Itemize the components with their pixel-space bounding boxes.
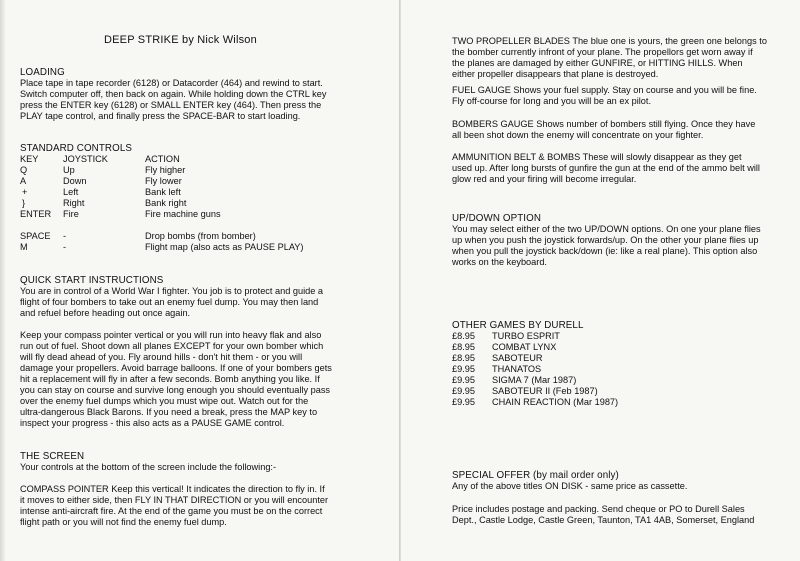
updown-line: when you pull the joystick back/down (ie: like a real plane). This option also [452,246,758,256]
ammo-line: glow red and your firing will become irregular. [452,174,637,184]
propeller-line: either propeller disappears that plane is destroyed. [452,69,659,79]
column-header-joystick: JOYSTICK [63,154,108,164]
quickstart-line: damage your propellers. Avoid barrage balloons. If one of your bombers gets [20,363,332,373]
right-page [400,0,800,561]
quickstart-line: run out of fuel. Shoot down all planes EXCEPT for your own bomber which [20,341,324,351]
control-key: M [20,242,28,252]
document-title: DEEP STRIKE by Nick Wilson [104,34,257,46]
loading-line: PLAY tape control, and finally press the SPACE-BAR to start loading. [20,111,301,121]
quickstart-line: inspect your progress - this also acts as a PAUSE GAME control. [20,418,285,428]
bombers-gauge-line: BOMBERS GAUGE Shows number of bombers still flying. Once they have [452,119,756,129]
control-key: } [22,198,26,208]
quickstart-line: and refuel before heading out once again. [20,308,191,318]
propeller-line: TWO PROPELLER BLADES The blue one is yours, the green one belongs to [452,36,767,46]
price-info-line: Price includes postage and packing. Send cheque or PO to Durell Sales [452,504,745,514]
loading-heading: LOADING [20,67,65,78]
quickstart-line: You are in control of a World War I fighter. You job is to protect and guide a [20,286,324,296]
game-price: £9.95 [452,364,475,374]
price-info-line: Dept., Castle Lodge, Castle Green, Taunton, TA1 4AB, Somerset, England [452,515,755,525]
loading-line: Switch computer off, then back on again. While holding down the CTRL key [20,89,327,99]
control-joystick: Down [63,176,87,186]
control-joystick: Up [63,165,75,175]
control-action: Flight map (also acts as PAUSE PLAY) [145,242,304,252]
screen-compass-line: COMPASS POINTER Keep this vertical! It indicates the direction to fly in. If [20,484,325,494]
ammo-line: AMMUNITION BELT & BOMBS These will slowly disappear as they get [452,152,742,162]
special-offer-heading: SPECIAL OFFER (by mail order only) [452,470,619,481]
game-title: TURBO ESPRIT [492,331,560,341]
screen-heading: THE SCREEN [20,451,85,462]
screen-compass-line: it moves to either side, then FLY IN THAT DIRECTION or you will encounter [20,495,329,505]
game-title: SABOTEUR II (Feb 1987) [492,386,598,396]
control-joystick: Left [63,187,79,197]
updown-line: up when you push the joystick forwards/up. On the other your plane flies up [452,235,759,245]
control-joystick: - [63,242,67,252]
quickstart-line: flight of four bombers to take out an enemy fuel dump. You may then land [20,297,319,307]
column-header-key: KEY [20,154,39,164]
quickstart-line: over the enemy fuel dumps which you must wipe out. Watch out for the [20,396,309,406]
fuel-gauge-line: FUEL GAUGE Shows your fuel supply. Stay on course and you will be fine. [452,85,757,95]
loading-line: Place tape in tape recorder (6128) or Datacorder (464) and rewind to start. [20,78,323,88]
other-games-heading: OTHER GAMES BY DURELL [452,320,584,331]
quickstart-line: you can stay on course and survive long enough you should eventually pass [20,385,331,395]
control-joystick: - [63,231,67,241]
game-price: £9.95 [452,397,475,407]
quickstart-line: Keep your compass pointer vertical or you will run into heavy flak and also [20,330,322,340]
loading-line: press the ENTER key (6128) or SMALL ENTER key (464). Then press the [20,100,322,110]
fuel-gauge-line: Fly off-course for long and you will be an ex pilot. [452,96,651,106]
quickstart-line: will fly dead ahead of you. Fly around hills - don't hit them - or you will [20,352,303,362]
screen-intro: Your controls at the bottom of the screen include the following:- [20,462,277,472]
control-action: Fly higher [145,165,186,175]
control-key: + [22,187,28,197]
control-key: Q [20,165,28,175]
special-offer-line: Any of the above titles ON DISK - same price as cassette. [452,481,688,491]
quickstart-heading: QUICK START INSTRUCTIONS [20,275,164,286]
control-action: Fly lower [145,176,182,186]
control-action: Fire machine guns [145,209,221,219]
game-price: £8.95 [452,331,475,341]
page-fold [399,0,401,561]
bombers-gauge-line: all been shot down the enemy will concentrate on your fighter. [452,130,704,140]
control-key: SPACE [20,231,51,241]
game-price: £8.95 [452,353,475,363]
control-joystick: Right [63,198,85,208]
control-key: A [20,176,27,186]
game-title: SABOTEUR [492,353,543,363]
control-joystick: Fire [63,209,79,219]
game-title: COMBAT LYNX [492,342,557,352]
game-title: CHAIN REACTION (Mar 1987) [492,397,619,407]
control-action: Bank right [145,198,187,208]
updown-heading: UP/DOWN OPTION [452,213,542,224]
control-action: Drop bombs (from bomber) [145,231,256,241]
quickstart-line: ultra-dangerous Black Barons. If you need a break, press the MAP key to [20,407,318,417]
screen-compass-line: intense anti-aircraft fire. At the end of the game you must be on the correct [20,506,323,516]
propeller-line: the bomber currently infront of your plane. The propellors get worn away if [452,47,753,57]
game-price: £9.95 [452,386,475,396]
screen-compass-line: flight path or you will not find the enemy fuel dump. [20,517,227,527]
game-title: THANATOS [492,364,542,374]
ammo-line: used up. After long bursts of gunfire the gun at the end of the ammo belt will [452,163,760,173]
control-action: Bank left [145,187,181,197]
quickstart-line: hit a replacement will fly in after a few seconds. Bomb anything you like. If [20,374,320,384]
updown-line: works on the keyboard. [452,257,547,267]
propeller-line: the planes are damaged by either GUNFIRE, or HITTING HILLS. When [452,58,743,68]
page-edge-shadow [0,0,6,561]
game-title: SIGMA 7 (Mar 1987) [492,375,577,385]
game-price: £9.95 [452,375,475,385]
control-key: ENTER [20,209,52,219]
updown-line: You may select either of the two UP/DOWN options. On one your plane flies [452,224,761,234]
column-header-action: ACTION [145,154,180,164]
controls-heading: STANDARD CONTROLS [20,143,133,154]
game-price: £8.95 [452,342,475,352]
